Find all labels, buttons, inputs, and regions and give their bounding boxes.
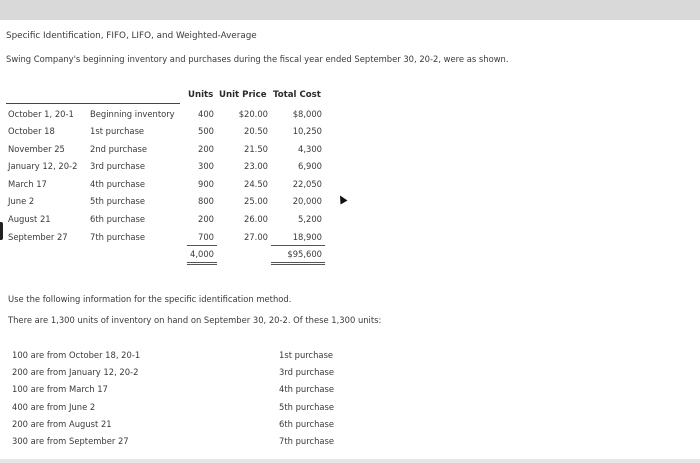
table-row-units: 200 bbox=[198, 144, 214, 154]
header-unit-price: Unit Price bbox=[219, 90, 267, 100]
table-row-desc: Beginning inventory bbox=[90, 109, 175, 119]
table-row-price: 21.50 bbox=[244, 144, 268, 154]
list-item-purchase: 4th purchase bbox=[279, 384, 335, 394]
table-row-units: 300 bbox=[198, 161, 214, 171]
cost-total: $95,600 bbox=[287, 249, 322, 259]
table-row-price: 24.50 bbox=[244, 179, 268, 189]
table-row-total: 4,300 bbox=[298, 144, 322, 154]
list-item-purchase: 7th purchase bbox=[279, 436, 335, 446]
table-row-desc: 4th purchase bbox=[90, 179, 146, 189]
mouse-pointer-icon bbox=[337, 194, 348, 205]
list-item-purchase: 3rd purchase bbox=[279, 367, 335, 377]
list-item-purchase: 5th purchase bbox=[279, 402, 335, 412]
table-row-total: 22,050 bbox=[292, 179, 322, 189]
table-row-price: 25.00 bbox=[244, 196, 268, 206]
table-row-units: 900 bbox=[198, 179, 214, 189]
table-row-units: 400 bbox=[198, 109, 214, 119]
units-total-rule bbox=[187, 245, 217, 246]
list-item: 100 are from March 17 bbox=[12, 384, 108, 394]
bottom-bar bbox=[0, 459, 700, 463]
table-row-date: October 1, 20-1 bbox=[8, 109, 74, 119]
header-units: Units bbox=[188, 90, 214, 100]
table-row-desc: 7th purchase bbox=[90, 232, 146, 242]
table-row-desc: 1st purchase bbox=[90, 126, 145, 136]
table-row-total: 6,900 bbox=[298, 161, 322, 171]
table-row-total: 10,250 bbox=[292, 126, 322, 136]
table-row-total: 18,900 bbox=[292, 232, 322, 242]
table-row-units: 500 bbox=[198, 126, 214, 136]
list-item: 100 are from October 18, 20-1 bbox=[12, 350, 141, 360]
table-row-units: 200 bbox=[198, 214, 214, 224]
table-row-desc: 6th purchase bbox=[90, 214, 146, 224]
table-row-units: 700 bbox=[198, 232, 214, 242]
list-item: 200 are from August 21 bbox=[12, 419, 112, 429]
list-item: 400 are from June 2 bbox=[12, 402, 96, 412]
table-top-rule bbox=[6, 103, 180, 104]
table-row-desc: 3rd purchase bbox=[90, 161, 146, 171]
units-double-rule bbox=[187, 262, 217, 263]
table-row-price: 27.00 bbox=[244, 232, 268, 242]
list-item: 200 are from January 12, 20-2 bbox=[12, 367, 139, 377]
cost-double-rule bbox=[271, 264, 325, 265]
table-row-date: January 12, 20-2 bbox=[8, 161, 78, 171]
table-row-price: 26.00 bbox=[244, 214, 268, 224]
table-row-total: 5,200 bbox=[298, 214, 322, 224]
table-row-total: $8,000 bbox=[292, 109, 322, 119]
table-row-units: 800 bbox=[198, 196, 214, 206]
list-item-purchase: 1st purchase bbox=[279, 350, 334, 360]
table-row-date: March 17 bbox=[8, 179, 47, 189]
top-bar bbox=[0, 0, 700, 20]
table-row-desc: 5th purchase bbox=[90, 196, 146, 206]
table-row-date: October 18 bbox=[8, 126, 55, 136]
instruction-text: Use the following information for the specific identification method. bbox=[8, 294, 292, 304]
focus-marker bbox=[0, 222, 3, 240]
table-row-desc: 2nd purchase bbox=[90, 144, 148, 154]
on-hand-text: There are 1,300 units of inventory on hand on September 30, 20-2. Of these 1,300 units: bbox=[8, 315, 382, 325]
table-row-price: 23.00 bbox=[244, 161, 268, 171]
table-row-date: November 25 bbox=[8, 144, 65, 154]
table-row-price: $20.00 bbox=[238, 109, 268, 119]
page-title: Specific Identification, FIFO, LIFO, and Weighted-Average bbox=[6, 31, 257, 41]
cost-total-rule bbox=[271, 245, 325, 246]
table-row-date: June 2 bbox=[8, 196, 35, 206]
list-item: 300 are from September 27 bbox=[12, 436, 129, 446]
units-total: 4,000 bbox=[190, 249, 214, 259]
table-row-date: September 27 bbox=[8, 232, 68, 242]
units-double-rule bbox=[187, 264, 217, 265]
table-row-total: 20,000 bbox=[292, 196, 322, 206]
cost-double-rule bbox=[271, 262, 325, 263]
table-row-date: August 21 bbox=[8, 214, 51, 224]
intro-text: Swing Company's beginning inventory and purchases during the fiscal year ended September 30, 20-2, were as shown. bbox=[6, 54, 509, 64]
table-row-price: 20.50 bbox=[244, 126, 268, 136]
header-total-cost: Total Cost bbox=[273, 90, 321, 100]
list-item-purchase: 6th purchase bbox=[279, 419, 335, 429]
